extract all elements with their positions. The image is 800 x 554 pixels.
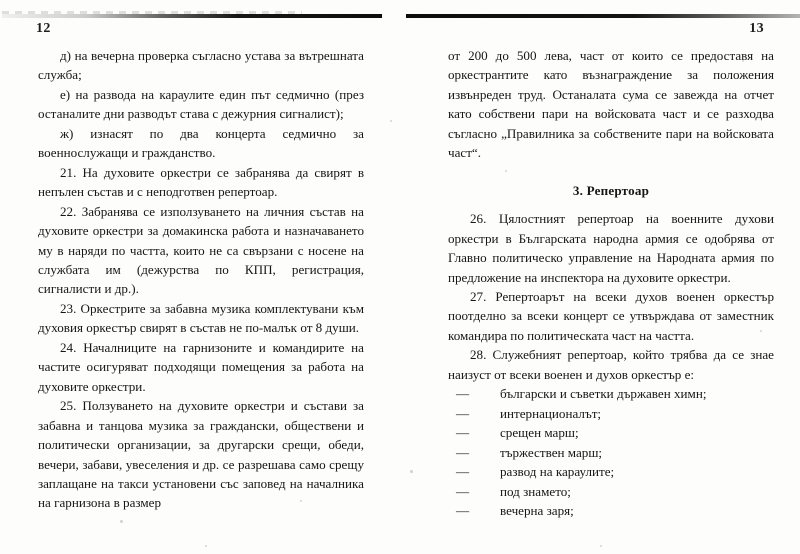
paragraph: 23. Оркестрите за забавна музика комплектувани към духовия оркестър свирят в състав не по-малък от 8 души. <box>38 300 364 336</box>
list-dash: — <box>456 483 470 499</box>
list-item <box>448 384 774 403</box>
paragraph: 27. Репертоарът на всеки духов военен оркестър поотделно за всеки концерт се утвърждава от заместник командира по политическата част на частта. <box>448 288 774 343</box>
list-item <box>448 482 774 501</box>
paragraph: 26. Цялостният репертоар на военните духови оркестри в Българската народна армия се одобрява от Главно политическо управление на Народната армия по предложение на инспектора на духовите оркестри. <box>448 211 774 285</box>
paragraph: ж) изнасят по два концерта седмично за военнослужащи и гражданство. <box>38 125 364 161</box>
page-number-left: 12 <box>36 21 51 36</box>
list-item <box>448 501 774 520</box>
text-column-right <box>448 46 774 520</box>
paragraph: 21. На духовите оркестри се забранява да свирят в непълен състав и с неподготвен репертоар. <box>38 164 364 200</box>
list-item-label: развод на караулите; <box>500 464 615 480</box>
text-column-left <box>38 46 364 513</box>
list-dash: — <box>456 386 470 402</box>
paragraph: 25. Ползуването на духовите оркестри и състави за забавна и танцова музика за граждански, обществени и политически организации, за другарски срещи, обеди, вечери, забави, увеселения и др. се разрешава само срещу заплащане на такси установени със заповед на началника на гарнизона в размер <box>38 398 364 511</box>
list-dash: — <box>456 444 470 460</box>
repertoire-list <box>448 384 774 520</box>
list-dash: — <box>456 405 470 421</box>
list-item-label: тържествен марш; <box>500 444 603 460</box>
list-dash: — <box>456 425 470 441</box>
list-item <box>448 462 774 481</box>
list-item <box>448 443 774 462</box>
list-dash: — <box>456 502 470 518</box>
section-heading: 3. Репертоар <box>572 182 650 198</box>
page-right <box>400 0 800 554</box>
list-item <box>448 423 774 442</box>
list-item-label: български и съветки държавен химн; <box>500 386 707 402</box>
list-item-label: срещен марш; <box>500 425 579 441</box>
list-dash: — <box>456 464 470 480</box>
list-item <box>448 404 774 423</box>
paragraph: от 200 до 500 лева, част от които се предоставя на оркестрантите като възнаграждение за положения извънреден труд. Останалата сума се завежда на отчет като собствени пари на войсковата част и се разходва съгласно „Правилника за собствените пари на войсковата част“. <box>448 48 774 161</box>
paragraph: 28. Служебният репертоар, който трябва да се знае наизуст от всеки военен и духов оркестър е: <box>448 347 774 382</box>
list-item-label: вечерна заря; <box>500 502 574 518</box>
page-number-right: 13 <box>749 21 764 36</box>
paragraph: е) на развода на караулите един път седмично (през останалите дни разводът става с дежурния сигналист); <box>38 86 364 122</box>
paragraph: д) на вечерна проверка съгласно устава за вътрешната служба; <box>38 48 364 83</box>
paragraph: 24. Началниците на гарнизоните и командирите на частите осигуряват подходящи помещения за работа на духовите оркестри. <box>38 339 364 394</box>
list-item-label: интернационалът; <box>500 405 602 421</box>
list-item-label: под знамето; <box>500 483 571 499</box>
paragraph: 22. Забранява се използуването на личния състав на духовите оркестри за домакинска работа и назначаването му в наряди по частта, които не са свързани с носене на службата им (дежурства по КПП, регистрация, сигналисти и др.). <box>38 203 364 297</box>
